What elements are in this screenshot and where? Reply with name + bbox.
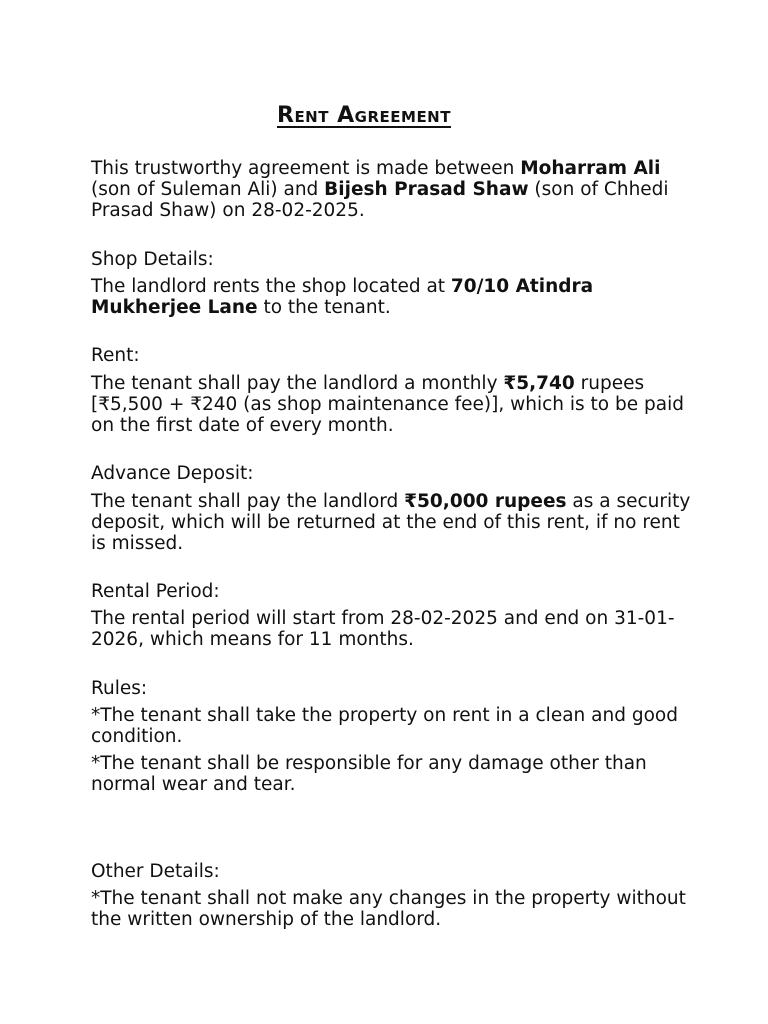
shop-text-2: to the tenant.	[257, 297, 391, 318]
rule-item: *The tenant shall take the property on rent in a clean and good condition.	[91, 705, 678, 747]
deposit-text-2: as a security deposit, which will be returned at the end of this rent, if no rent is missed.	[91, 491, 691, 554]
rules-heading: Rules:	[91, 678, 148, 699]
shop-details-heading: Shop Details:	[91, 249, 214, 270]
intro-paragraph	[91, 158, 691, 221]
other-details-heading: Other Details:	[91, 861, 220, 882]
advance-deposit-paragraph	[91, 491, 691, 554]
shop-text-1: The landlord rents the shop located at	[91, 276, 451, 297]
advance-deposit-heading: Advance Deposit:	[91, 463, 254, 484]
intro-text-3: (son of Chhedi Prasad Shaw) on 28-02-2025.	[91, 179, 669, 221]
tenant-name: Bijesh Prasad Shaw	[324, 179, 529, 200]
other-details-item: *The tenant shall not make any changes in the property without the written ownership of the landlord.	[91, 888, 686, 930]
rent-text-2: rupees [₹5,500 + ₹240 (as shop maintenance fee)], which is to be paid on the first date of every month.	[91, 373, 684, 436]
intro-text-1: This trustworthy agreement is made between	[91, 158, 521, 179]
rule-item: *The tenant shall be responsible for any damage other than normal wear and tear.	[91, 753, 647, 795]
rental-period-heading: Rental Period:	[91, 581, 220, 602]
intro-text-2: (son of Suleman Ali) and	[91, 179, 325, 200]
deposit-amount: ₹50,000 rupees	[404, 491, 567, 512]
landlord-name: Moharram Ali	[520, 158, 661, 179]
rent-paragraph	[91, 373, 691, 436]
shop-details-paragraph	[91, 276, 691, 318]
rent-amount: ₹5,740	[503, 373, 575, 394]
rent-heading: Rent:	[91, 345, 140, 366]
shop-address: 70/10 Atindra Mukherjee Lane	[91, 276, 594, 318]
rent-text-1: The tenant shall pay the landlord a monthly	[91, 373, 504, 394]
rental-period-paragraph: The rental period will start from 28-02-2025 and end on 31-01-2026, which means for 11 months.	[91, 608, 675, 650]
deposit-text-1: The tenant shall pay the landlord	[91, 491, 405, 512]
document-title: Rent Agreement	[277, 103, 451, 128]
